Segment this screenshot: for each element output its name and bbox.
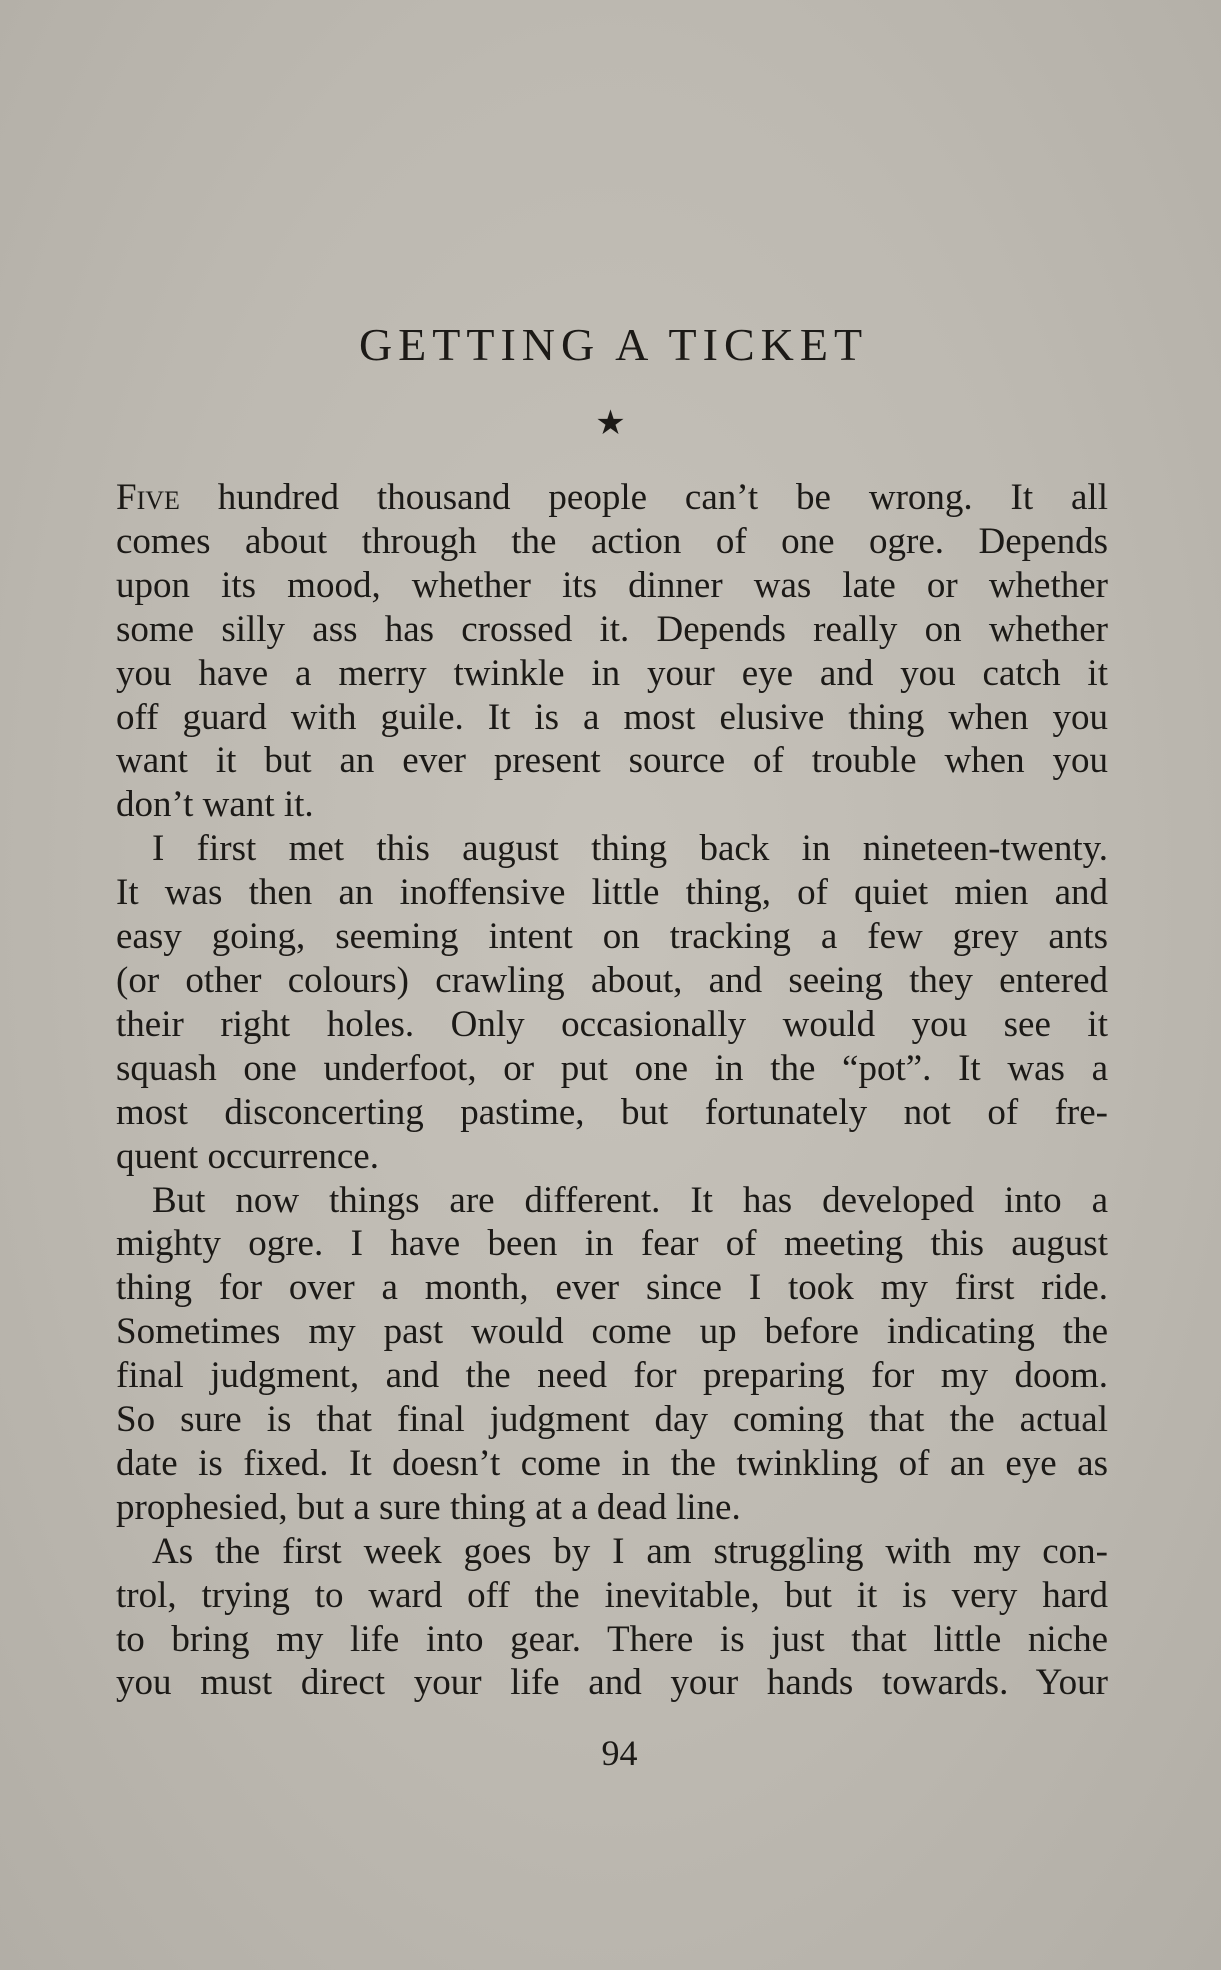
text-line: most disconcerting pastime, but fortunately not of fre-	[116, 1091, 1108, 1133]
text-line: comes about through the action of one ogre. Depends	[116, 520, 1108, 562]
text-line: It was then an inoffensive little thing, of quiet mien and	[116, 872, 1108, 914]
text-line: want it but an ever present source of trouble when you	[116, 740, 1108, 782]
page-number: 94	[601, 1733, 638, 1773]
text-line: off guard with guile. It is a most elusive thing when you	[116, 696, 1108, 738]
text-line: Sometimes my past would come up before indicating the	[116, 1311, 1108, 1353]
text-line: quent occurrence.	[116, 1135, 379, 1177]
text-line: final judgment, and the need for preparing for my doom.	[116, 1355, 1108, 1397]
paragraph-3	[116, 1179, 1108, 1530]
paragraph-2	[116, 827, 1108, 1178]
text-line: don’t want it.	[116, 784, 314, 826]
lead-word: Five	[116, 477, 180, 518]
text-line: thing for over a month, ever since I took my first ride.	[116, 1267, 1108, 1309]
text-line: But now things are different. It has developed into a	[152, 1179, 1108, 1221]
text-line: So sure is that final judgment day coming that the actual	[116, 1399, 1108, 1441]
chapter-title: GETTING A TICKET	[358, 319, 869, 370]
body-text	[116, 476, 1108, 1705]
text-line: trol, trying to ward off the inevitable, but it is very hard	[116, 1574, 1108, 1616]
text-line: date is fixed. It doesn’t come in the twinkling of an eye as	[116, 1442, 1108, 1484]
text-line: mighty ogre. I have been in fear of meeting this august	[116, 1223, 1108, 1265]
text-line: some silly ass has crossed it. Depends really on whether	[116, 608, 1108, 650]
text-line: you must direct your life and your hands towards. Your	[116, 1662, 1108, 1704]
text-line: prophesied, but a sure thing at a dead line.	[116, 1486, 741, 1528]
text-line: you have a merry twinkle in your eye and you catch it	[116, 652, 1108, 694]
text-line: Five hundred thousand people can’t be wrong. It all	[116, 477, 1108, 518]
text-line: As the first week goes by I am struggling with my con-	[152, 1530, 1108, 1572]
text-line: to bring my life into gear. There is just that little niche	[116, 1618, 1108, 1660]
paragraph-1	[116, 476, 1108, 827]
text-line: easy going, seeming intent on tracking a few grey ants	[116, 916, 1108, 958]
text-line: upon its mood, whether its dinner was late or whether	[116, 564, 1108, 606]
text-line: I first met this august thing back in nineteen-twenty.	[152, 828, 1108, 870]
text-line: (or other colours) crawling about, and seeing they entered	[116, 959, 1108, 1001]
text-line: their right holes. Only occasionally would you see it	[116, 1003, 1108, 1045]
paragraph-4	[116, 1530, 1108, 1706]
text-line: squash one underfoot, or put one in the “pot”. It was a	[116, 1047, 1108, 1089]
star-ornament-icon: ★	[595, 405, 626, 442]
